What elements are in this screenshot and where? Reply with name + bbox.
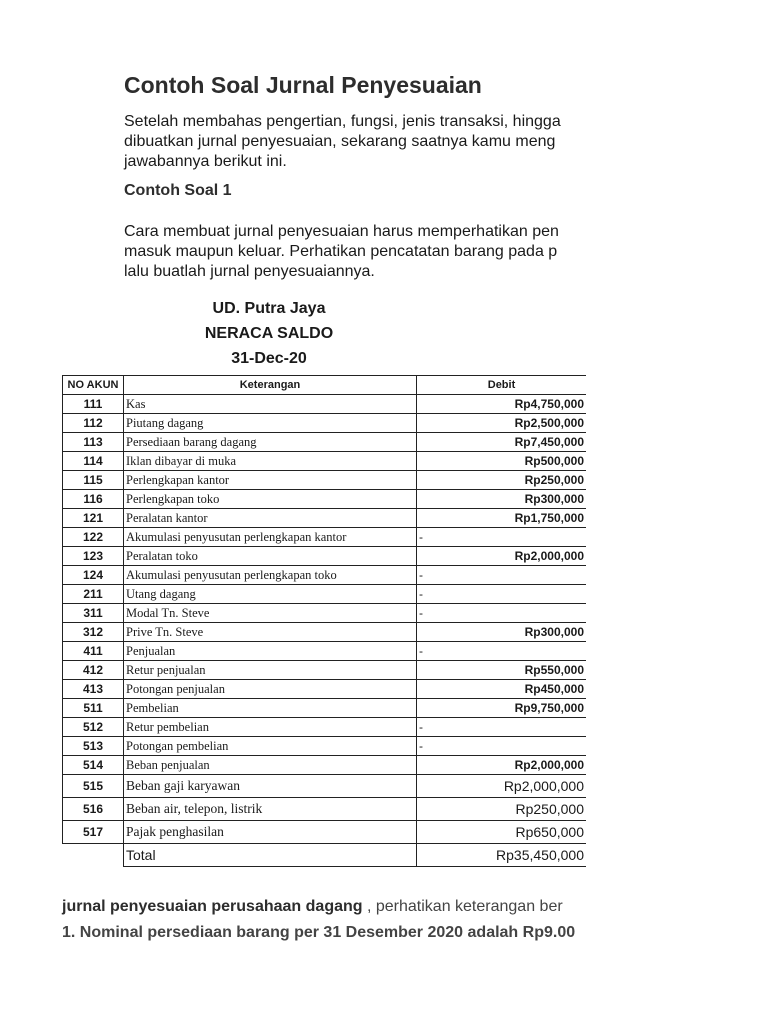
debit-amount-cell: Rp250,000 [417,798,587,821]
table-row [63,680,587,699]
debit-amount-cell: - [417,737,587,756]
account-number-cell: 515 [63,775,124,798]
column-header-keterangan: Keterangan [124,376,417,395]
account-number-cell: 122 [63,528,124,547]
table-row [63,490,587,509]
report-date: 31-Dec-20 [231,350,307,367]
intro-line: jawabannya berikut ini. [124,153,287,170]
table-row [63,452,587,471]
table-row [63,566,587,585]
debit-amount-cell: - [417,642,587,661]
debit-amount-cell: Rp1,750,000 [417,509,587,528]
table-row [63,585,587,604]
table-row [63,775,587,798]
debit-amount-cell: - [417,566,587,585]
page-title: Contoh Soal Jurnal Penyesuaian [124,72,482,98]
report-name: NERACA SALDO [204,325,334,342]
instruction-line: lalu buatlah jurnal penyesuaiannya. [124,263,375,280]
table-row [63,821,587,844]
debit-amount-cell: - [417,718,587,737]
account-description-cell: Akumulasi penyusutan perlengkapan kantor [124,528,417,547]
total-label: Total [124,844,417,867]
intro-paragraph [124,112,561,172]
table-row [63,737,587,756]
column-header-debit: Debit [417,376,587,395]
account-number-cell: 116 [63,490,124,509]
table-total-row [63,844,587,867]
account-number-cell: 413 [63,680,124,699]
account-description-cell: Prive Tn. Steve [124,623,417,642]
debit-amount-cell: Rp450,000 [417,680,587,699]
account-description-cell: Perlengkapan toko [124,490,417,509]
debit-amount-cell: Rp2,000,000 [417,775,587,798]
account-description-cell: Beban air, telepon, listrik [124,798,417,821]
account-description-cell: Perlengkapan kantor [124,471,417,490]
account-description-cell: Akumulasi penyusutan perlengkapan toko [124,566,417,585]
footer-sentence [62,898,563,916]
total-value: Rp35,450,000 [417,844,587,867]
account-number-cell: 411 [63,642,124,661]
debit-amount-cell: Rp250,000 [417,471,587,490]
trial-balance-table [62,375,586,867]
footer-rest-text: , perhatikan keterangan ber [362,898,563,915]
footer-bold-phrase: jurnal penyesuaian perusahaan dagang [62,898,363,915]
instruction-paragraph [124,222,559,282]
account-description-cell: Retur penjualan [124,661,417,680]
account-description-cell: Retur pembelian [124,718,417,737]
account-description-cell: Persediaan barang dagang [124,433,417,452]
account-description-cell: Beban penjualan [124,756,417,775]
account-description-cell: Pembelian [124,699,417,718]
debit-amount-cell: Rp2,000,000 [417,547,587,566]
debit-amount-cell: Rp550,000 [417,661,587,680]
debit-amount-cell: Rp2,500,000 [417,414,587,433]
table-body [63,395,587,867]
account-description-cell: Penjualan [124,642,417,661]
table-row [63,414,587,433]
debit-amount-cell: - [417,604,587,623]
example-heading: Contoh Soal 1 [124,182,232,199]
debit-amount-cell: Rp4,750,000 [417,395,587,414]
company-name: UD. Putra Jaya [212,300,326,317]
account-number-cell: 513 [63,737,124,756]
table-row [63,642,587,661]
account-number-cell: 514 [63,756,124,775]
account-number-cell: 511 [63,699,124,718]
debit-amount-cell: Rp300,000 [417,490,587,509]
account-number-cell: 311 [63,604,124,623]
footer-point-1: 1. Nominal persediaan barang per 31 Desember 2020 adalah Rp9.00 [62,924,576,941]
intro-line: Setelah membahas pengertian, fungsi, jenis transaksi, hingga [124,113,561,130]
debit-amount-cell: Rp300,000 [417,623,587,642]
table-row [63,718,587,737]
account-description-cell: Kas [124,395,417,414]
account-description-cell: Potongan penjualan [124,680,417,699]
account-description-cell: Pajak penghasilan [124,821,417,844]
account-number-cell: 412 [63,661,124,680]
account-number-cell: 115 [63,471,124,490]
account-description-cell: Potongan pembelian [124,737,417,756]
debit-amount-cell: - [417,585,587,604]
instruction-line: masuk maupun keluar. Perhatikan pencatatan barang pada p [124,243,558,260]
debit-amount-cell: Rp7,450,000 [417,433,587,452]
table-row [63,699,587,718]
account-number-cell: 124 [63,566,124,585]
debit-amount-cell: Rp500,000 [417,452,587,471]
account-description-cell: Piutang dagang [124,414,417,433]
account-description-cell: Peralatan kantor [124,509,417,528]
empty-cell [63,844,124,867]
account-number-cell: 312 [63,623,124,642]
account-number-cell: 112 [63,414,124,433]
debit-amount-cell: - [417,528,587,547]
debit-amount-cell: Rp650,000 [417,821,587,844]
account-number-cell: 123 [63,547,124,566]
account-number-cell: 111 [63,395,124,414]
table-row [63,433,587,452]
account-description-cell: Peralatan toko [124,547,417,566]
table-row [63,509,587,528]
table-row [63,756,587,775]
table-row [63,798,587,821]
table-row [63,604,587,623]
account-number-cell: 114 [63,452,124,471]
debit-amount-cell: Rp2,000,000 [417,756,587,775]
intro-line: dibuatkan jurnal penyesuaian, sekarang saatnya kamu meng [124,133,556,150]
account-description-cell: Utang dagang [124,585,417,604]
debit-amount-cell: Rp9,750,000 [417,699,587,718]
account-number-cell: 517 [63,821,124,844]
account-description-cell: Beban gaji karyawan [124,775,417,798]
column-header-no-akun: NO AKUN [63,376,124,395]
instruction-line: Cara membuat jurnal penyesuaian harus memperhatikan pen [124,223,559,240]
account-description-cell: Modal Tn. Steve [124,604,417,623]
table-row [63,547,587,566]
table-row [63,623,587,642]
table-row [63,528,587,547]
account-number-cell: 211 [63,585,124,604]
account-number-cell: 121 [63,509,124,528]
table-row [63,661,587,680]
account-number-cell: 113 [63,433,124,452]
account-description-cell: Iklan dibayar di muka [124,452,417,471]
table-row [63,471,587,490]
table-row [63,395,587,414]
account-number-cell: 512 [63,718,124,737]
account-number-cell: 516 [63,798,124,821]
table-header-row [63,376,587,395]
